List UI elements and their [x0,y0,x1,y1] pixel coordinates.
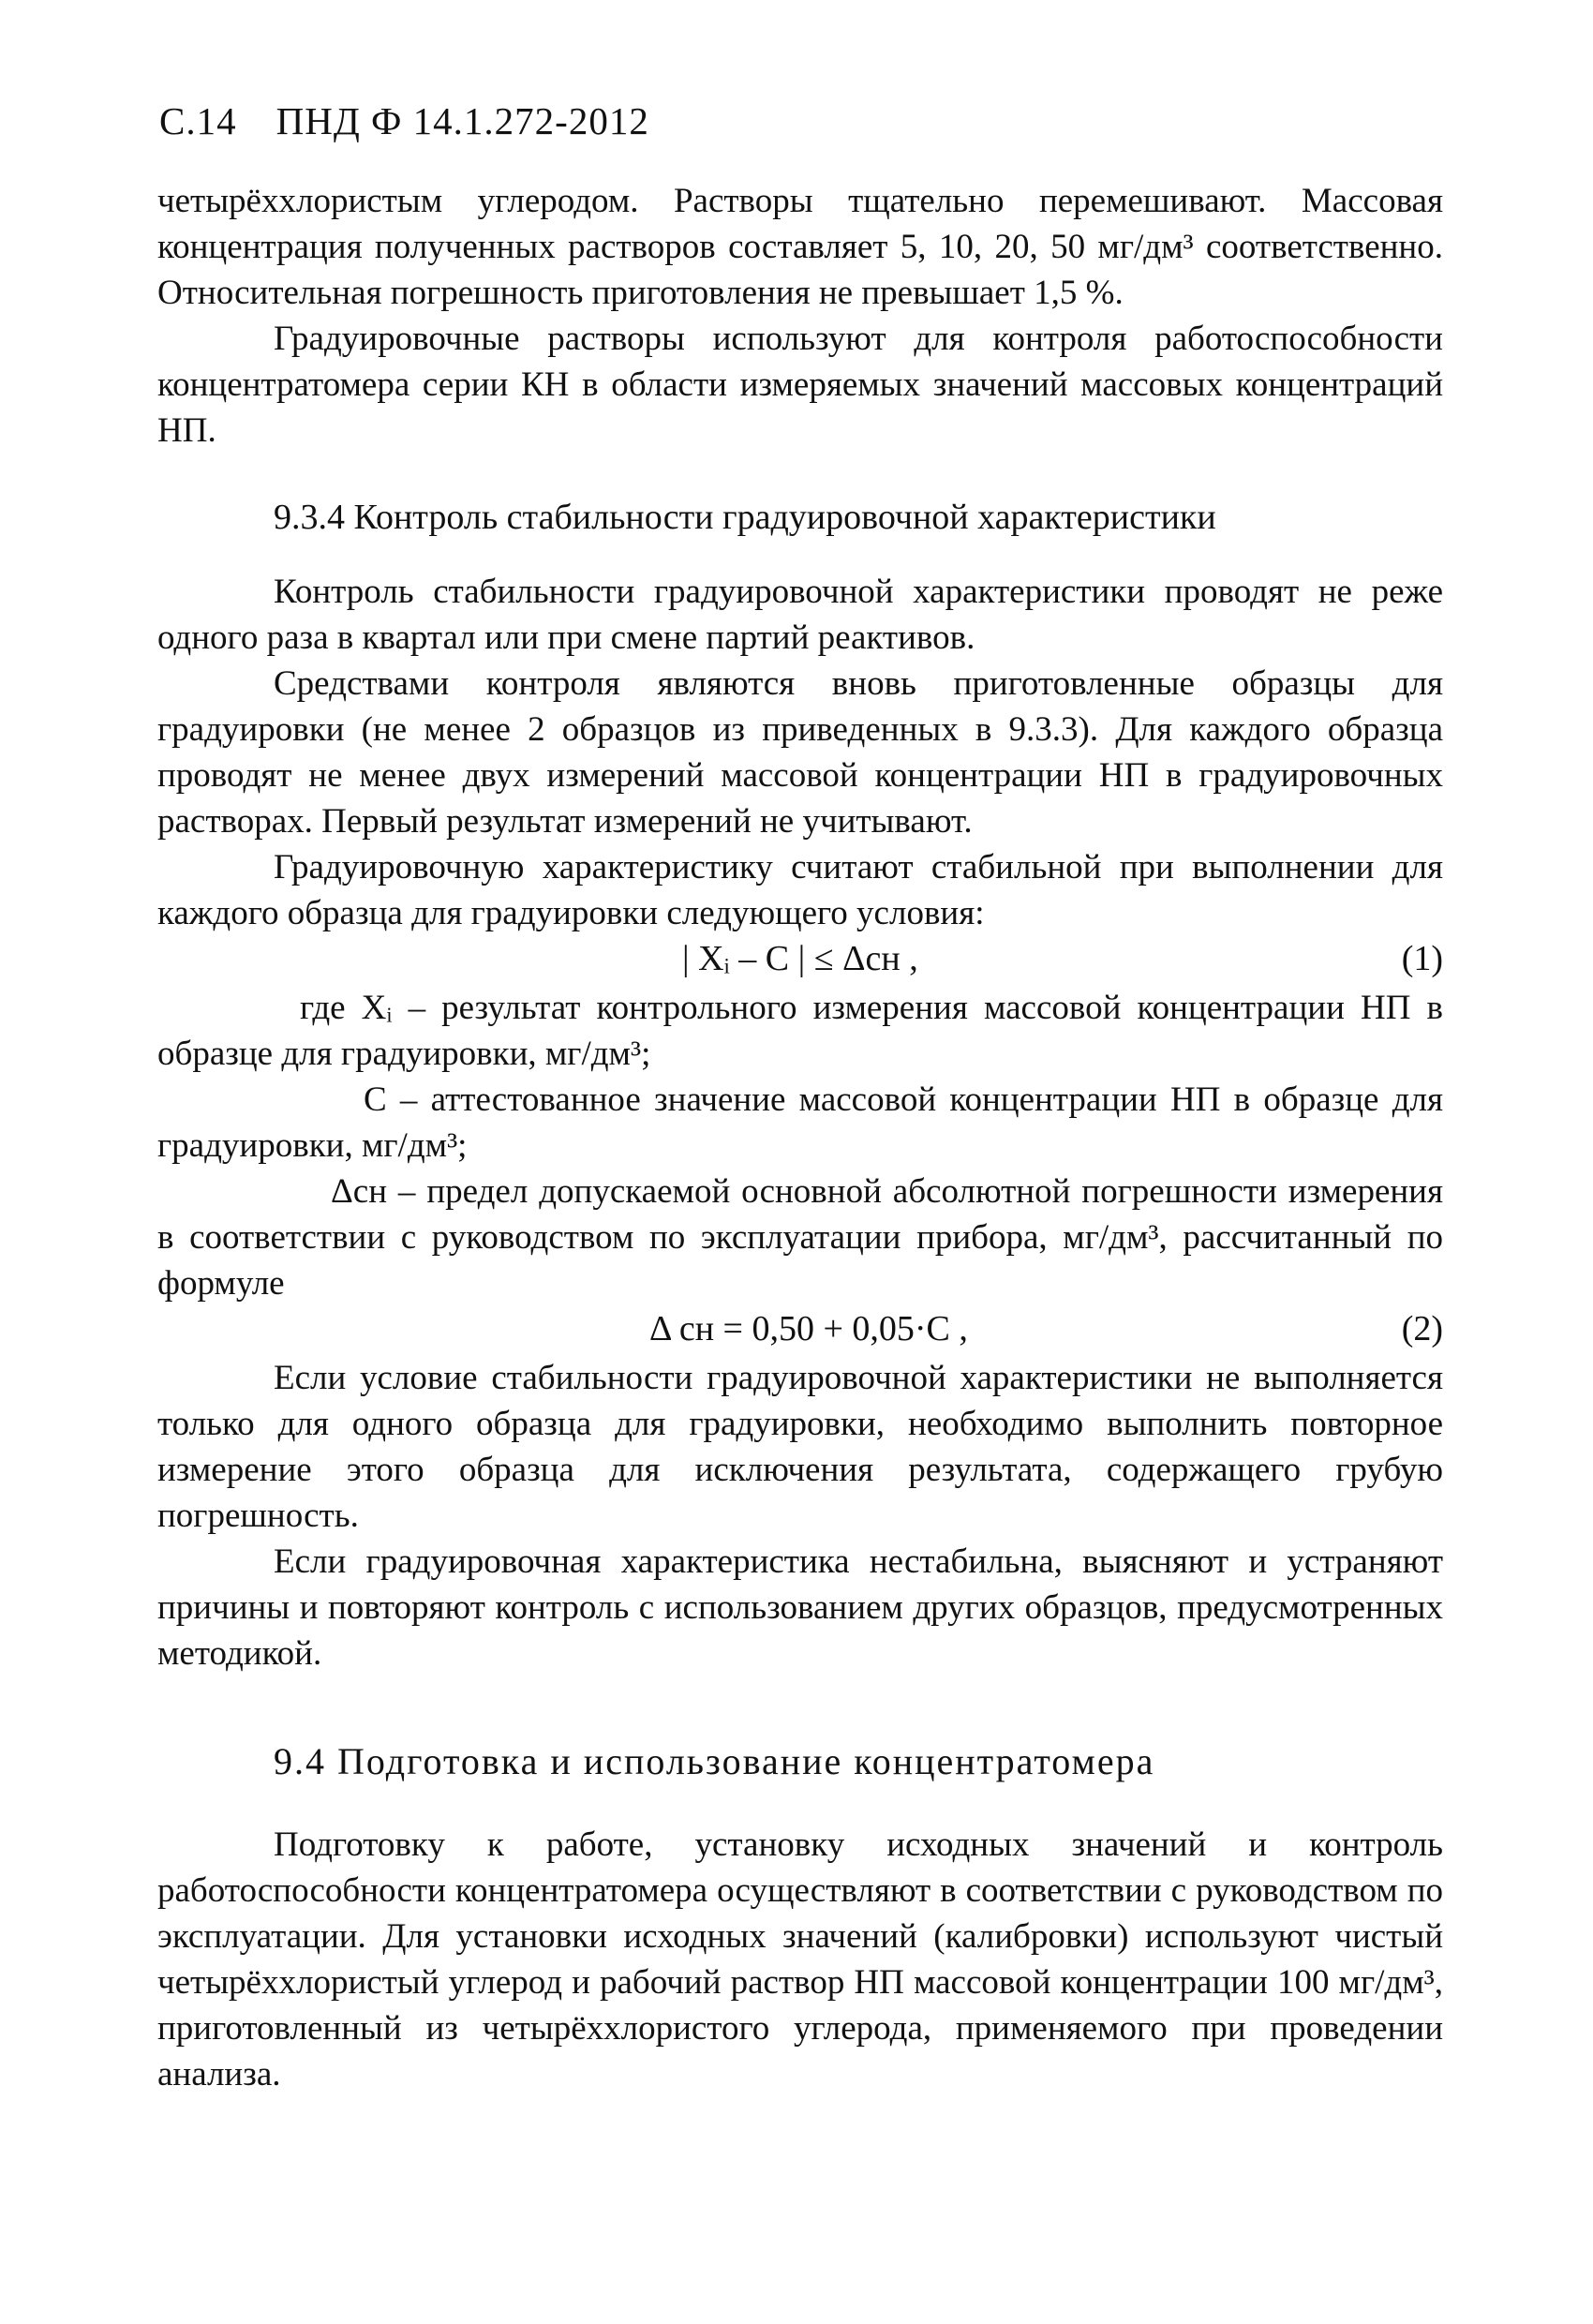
paragraph-control-frequency: Контроль стабильности градуировочной характеристики проводят не реже одного раза в квартал или при смене партий реактивов. [157,573,1443,657]
definition-delta: Δсн – предел допускаемой основной абсолютной погрешности измерения в соответствии с руководством по эксплуатации прибора, мг/дм³, рассчитанный по формуле [157,1172,1443,1303]
formula-1-expression: | Xᵢ – C | ≤ Δсн , [682,939,918,978]
paragraph-solutions-continued: четырёххлористым углеродом. Растворы тщательно перемешивают. Массовая концентрация полученных растворов составляет 5, 10, 20, 50 мг/дм³ соответственно. Относительная погрешность приготовления не превышает 1,5 %. [157,182,1443,312]
definition-c: С – аттестованное значение массовой концентрации НП в образце для градуировки, мг/дм³; [157,1080,1443,1165]
formula-2 [157,1306,1443,1355]
paragraph-concentratometer-preparation: Подготовку к работе, установку исходных значений и контроль работоспособности концентратомера осуществляют в соответствии с руководством по эксплуатации. Для установки исходных значений (калибровки) используют чистый четырёххлористый углерод и рабочий раствор НП массовой концентрации 100 мг/дм³, приготовленный из четырёххлористого углерода, применяемого при проведении анализа. [157,1825,1443,2093]
page-number: С.14 [159,99,237,142]
formula-2-number: (2) [1401,1309,1443,1348]
paragraph-unstable-characteristic: Если градуировочная характеристика нестабильна, выясняют и устраняют причины и повторяют контроль с использованием других образцов, предусмотренных методикой. [157,1542,1443,1673]
paragraph-stability-condition: Градуировочную характеристику считают стабильной при выполнении для каждого образца для градуировки следующего условия: [157,848,1443,932]
formula-2-expression: Δ сн = 0,50 + 0,05·С , [649,1309,968,1348]
section-heading-9-4: 9.4 Подготовка и использование концентратомера [274,1740,1155,1782]
page-header [159,98,649,143]
page-body [157,178,1443,2097]
paragraph-calibration-solutions-use: Градуировочные растворы используют для контроля работоспособности концентратомера серии КН в области измеряемых значений массовых концентраций НП. [157,320,1443,450]
definition-xi: где Xᵢ – результат контрольного измерения массовой концентрации НП в образце для градуировки, мг/дм³; [157,989,1443,1073]
paragraph-control-means: Средствами контроля являются вновь приготовленные образцы для градуировки (не менее 2 образцов из приведенных в 9.3.3). Для каждого образца проводят не менее двух измерений массовой концентрации НП в градуировочных растворах. Первый результат измерений не учитывают. [157,664,1443,841]
document-code: ПНД Ф 14.1.272-2012 [275,99,649,142]
formula-1 [157,936,1443,985]
formula-1-number: (1) [1401,939,1443,978]
paragraph-single-sample-failure: Если условие стабильности градуировочной характеристики не выполняется только для одного образца для градуировки, необходимо выполнить повторное измерение этого образца для исключения результата, содержащего грубую погрешность. [157,1359,1443,1535]
section-heading-9-3-4: 9.3.4 Контроль стабильности градуировочной характеристики [274,498,1216,537]
